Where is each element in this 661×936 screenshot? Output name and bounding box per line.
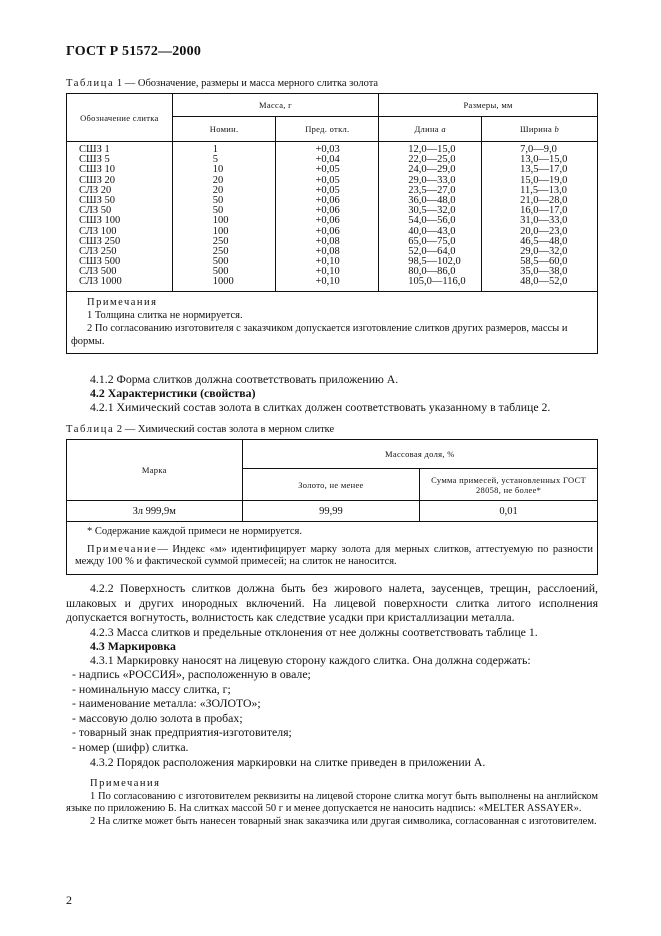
- cell: СШЗ 1: [79, 144, 110, 155]
- cell-grade: Зл 999,9м: [67, 501, 243, 522]
- cell: 1000: [212, 276, 234, 288]
- col-header-mass-fraction: Массовая доля, %: [242, 440, 597, 469]
- cell: +0,06: [315, 215, 340, 227]
- col-header-designation: Обозначение слитка: [67, 94, 173, 142]
- col-header-tolerance: Пред. откл.: [276, 117, 379, 142]
- table-2: [66, 439, 598, 575]
- col-designation: [67, 142, 173, 292]
- col-nominal: [172, 142, 276, 292]
- cell: СШЗ 100: [79, 215, 121, 227]
- cell: СЛЗ 250: [79, 245, 117, 257]
- cell: СШЗ 5: [79, 154, 110, 166]
- table1-notes-title: Примечания: [87, 296, 158, 308]
- notes-block: [66, 778, 598, 828]
- cell: +0,10: [315, 256, 340, 268]
- para-4-2-1: 4.2.1 Химический состав золота в слитках должен соответствовать указанному в таблице 2.: [90, 400, 551, 414]
- standard-header: ГОСТ Р 51572—2000: [66, 44, 202, 59]
- para-4-3-2: 4.3.2 Порядок расположения маркировки на слитке приведен в приложении А.: [90, 755, 486, 769]
- cell-impurities: 0,01: [420, 501, 598, 522]
- cell: 500: [212, 256, 229, 268]
- para-4-3-1: 4.3.1 Маркировку наносят на лицевую сторону каждого слитка. Она должна содержать:: [90, 653, 531, 667]
- table1-caption-label: Таблица: [66, 78, 115, 89]
- table-1: [66, 93, 598, 354]
- note-1: 1 По согласованию с изготовителем реквизиты на лицевой стороне слитка могут быть выполнены на английском языке по приложению Б. На слитках массой 50 г и менее допускается не наносить надпись: «MELTER ASSAYER».: [66, 790, 598, 815]
- cell: СШЗ 20: [79, 174, 115, 186]
- cell: СШЗ 500: [79, 256, 121, 268]
- cell: +0,05: [315, 174, 340, 186]
- cell: 58,5—60,0: [520, 256, 568, 268]
- cell: 1: [212, 144, 218, 155]
- cell: 21,0—28,0: [520, 194, 568, 206]
- cell: 50: [212, 194, 224, 206]
- cell: 36,0—48,0: [408, 194, 456, 206]
- cell: 11,5—13,0: [520, 184, 567, 196]
- note-2: 2 На слитке может быть нанесен товарный знак заказчика или другая символика, согласованная с изготовителем.: [90, 815, 597, 827]
- cell: +0,04: [315, 154, 340, 166]
- col-header-grade: Марка: [67, 440, 243, 501]
- col-header-impurities: Сумма примесей, установленных ГОСТ 28058, не более*: [420, 469, 598, 501]
- col-header-dimensions: Размеры, мм: [379, 94, 598, 117]
- col-width: [482, 142, 598, 292]
- heading-4-3: 4.3 Маркировка: [90, 639, 176, 653]
- cell: 50: [212, 205, 224, 217]
- table2-caption-text: 2 — Химический состав золота в мерном слитке: [116, 424, 335, 435]
- cell: +0,03: [315, 144, 340, 155]
- col-header-length: Длина a: [379, 117, 482, 142]
- table2-caption-label: Таблица: [66, 424, 115, 435]
- cell: 52,0—64,0: [408, 245, 456, 257]
- cell: 13,0—15,0: [520, 154, 568, 166]
- cell: СЛЗ 100: [79, 225, 117, 237]
- cell: 13,5—17,0: [520, 164, 568, 176]
- cell: +0,05: [315, 184, 340, 196]
- page-number: 2: [66, 893, 72, 907]
- cell: +0,05: [315, 164, 340, 176]
- table-row: [67, 501, 598, 522]
- notes-title: Примечания: [90, 778, 161, 789]
- cell-gold: 99,99: [242, 501, 420, 522]
- table1-body: [67, 142, 598, 292]
- list-item: - номинальную массу слитка, г;: [72, 681, 231, 696]
- cell: +0,10: [315, 266, 340, 278]
- table2-note: Примечание— Индекс «м» идентифицирует марку золота для мерных слитков, аттестуемую по разности между 100 % и фактической суммой примесей; на слиток не наносится.: [75, 543, 593, 568]
- cell: 16,0—17,0: [520, 205, 568, 217]
- cell: +0,06: [315, 225, 340, 237]
- cell: 29,0—32,0: [520, 245, 568, 257]
- cell: 7,0—9,0: [520, 144, 557, 155]
- table1-caption-text: 1 — Обозначение, размеры и масса мерного слитка золота: [116, 78, 379, 89]
- cell: СШЗ 50: [79, 194, 115, 206]
- cell: 20,0—23,0: [520, 225, 568, 237]
- cell: 24,0—29,0: [408, 164, 456, 176]
- cell: 23,5—27,0: [408, 184, 456, 196]
- cell: +0,08: [315, 235, 340, 247]
- list-item: - наименование металла: «ЗОЛОТО»;: [72, 696, 261, 711]
- cell: СШЗ 250: [79, 235, 121, 247]
- cell: 105,0—116,0: [408, 276, 466, 288]
- list-item: - номер (шифр) слитка.: [72, 739, 189, 754]
- cell: 35,0—38,0: [520, 266, 568, 278]
- cell: 31,0—33,0: [520, 215, 568, 227]
- table1-notes: [67, 291, 598, 353]
- col-header-nominal: Номин.: [172, 117, 276, 142]
- cell: СЛЗ 500: [79, 266, 117, 278]
- cell: 48,0—52,0: [520, 276, 568, 288]
- cell: 250: [212, 245, 229, 257]
- marking-list: [72, 667, 592, 755]
- cell: 30,5—32,0: [408, 205, 456, 217]
- cell: 500: [212, 266, 229, 278]
- cell: 80,0—86,0: [408, 266, 456, 278]
- cell: 15,0—19,0: [520, 174, 568, 186]
- cell: 5: [212, 154, 218, 166]
- cell: 10: [212, 164, 224, 176]
- cell: 20: [212, 184, 224, 196]
- col-header-mass: Масса, г: [172, 94, 379, 117]
- cell: 29,0—33,0: [408, 174, 456, 186]
- heading-4-2: 4.2 Характеристики (свойства): [90, 386, 256, 400]
- col-length: [379, 142, 482, 292]
- table2-notes: [67, 522, 598, 575]
- cell: СЛЗ 50: [79, 205, 112, 217]
- para-4-1-2: 4.1.2 Форма слитков должна соответствовать приложению А.: [90, 372, 399, 386]
- table1-caption: [66, 78, 378, 89]
- para-4-2-3: 4.2.3 Масса слитков и предельные отклонения от нее должны соответствовать таблице 1.: [90, 625, 538, 639]
- cell: 46,5—48,0: [520, 235, 568, 247]
- cell: 40,0—43,0: [408, 225, 456, 237]
- cell: 12,0—15,0: [408, 144, 456, 155]
- table2-footnote: * Содержание каждой примеси не нормируется.: [87, 526, 303, 537]
- col-header-width: Ширина b: [482, 117, 598, 142]
- col-tolerance: [276, 142, 379, 292]
- cell: СЛЗ 20: [79, 184, 112, 196]
- table1-note-1: 1 Толщина слитка не нормируется.: [87, 309, 243, 321]
- table2-caption: [66, 424, 334, 435]
- cell: +0,10: [315, 276, 340, 288]
- col-header-gold: Золото, не менее: [242, 469, 420, 501]
- cell: СШЗ 10: [79, 164, 115, 176]
- cell: +0,06: [315, 194, 340, 206]
- cell: СЛЗ 1000: [79, 276, 122, 288]
- cell: 100: [212, 225, 229, 237]
- cell: 98,5—102,0: [408, 256, 461, 268]
- cell: 250: [212, 235, 229, 247]
- list-item: - надпись «РОССИЯ», расположенную в овале;: [72, 667, 311, 681]
- cell: 100: [212, 215, 229, 227]
- list-item: - товарный знак предприятия-изготовителя;: [72, 725, 292, 740]
- cell: 20: [212, 174, 224, 186]
- cell: +0,08: [315, 245, 340, 257]
- list-item: - массовую долю золота в пробах;: [72, 710, 243, 725]
- table1-note-2: 2 По согласованию изготовителя с заказчиком допускается изготовление слитков других размеров, массы и формы.: [71, 322, 568, 347]
- cell: 22,0—25,0: [408, 154, 456, 166]
- cell: 54,0—56,0: [408, 215, 456, 227]
- cell: +0,06: [315, 205, 340, 217]
- cell: 65,0—75,0: [408, 235, 456, 247]
- para-4-2-2: 4.2.2 Поверхность слитков должна быть без жирового налета, заусенцев, трещин, расслоений, шлаковых и других инородных включений. На лицевой поверхности слитка литого исполнения допускается вогнутость, волнистость как следствие усадки при кристаллизации металла.: [66, 581, 598, 625]
